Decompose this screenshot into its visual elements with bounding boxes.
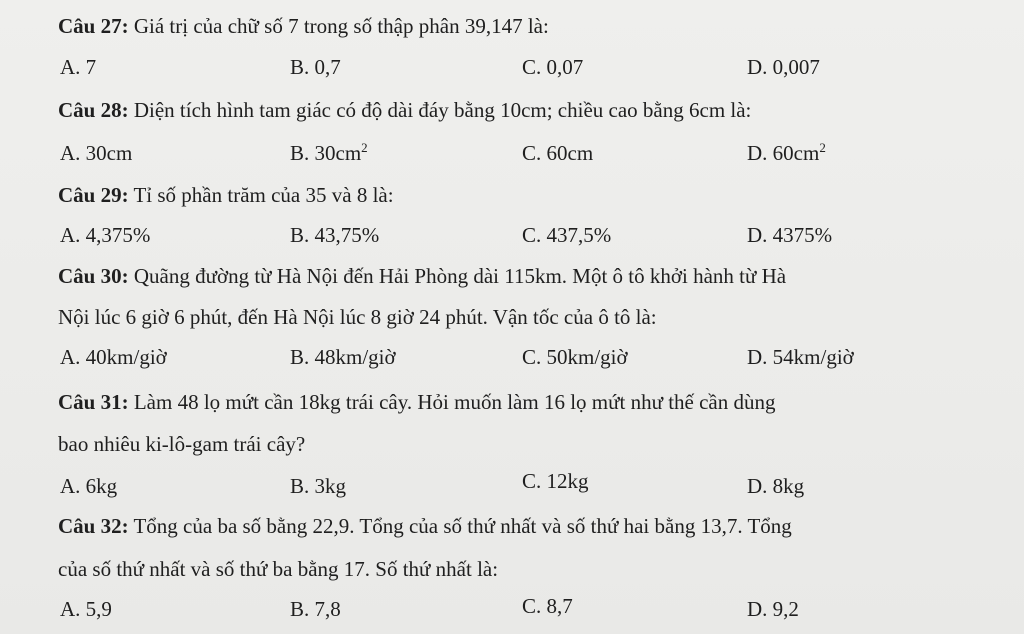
- question-30-options: [0, 345, 1024, 373]
- question-27-option-b[interactable]: B. 0,7: [290, 55, 341, 79]
- question-31-text-2: bao nhiêu ki-lô-gam trái cây?: [58, 432, 306, 456]
- question-27-text: Giá trị của chữ số 7 trong số thập phân 39,147 là:: [133, 14, 549, 38]
- question-28-option-a[interactable]: A. 30cm: [60, 141, 133, 165]
- question-29-option-d[interactable]: D. 4375%: [747, 223, 833, 247]
- question-32-label: Câu 32:: [58, 514, 129, 538]
- question-27-line-1: [58, 13, 549, 39]
- question-32-options: [0, 594, 1024, 625]
- question-29-label: Câu 29:: [58, 183, 129, 207]
- question-32-option-b[interactable]: B. 7,8: [290, 597, 341, 621]
- question-31-text-1: Làm 48 lọ mứt cần 18kg trái cây. Hỏi muốn làm 16 lọ mứt như thế cần dùng: [133, 390, 776, 414]
- question-32-option-d[interactable]: D. 9,2: [747, 597, 799, 621]
- question-29-option-b[interactable]: B. 43,75%: [290, 223, 380, 247]
- question-28-text: Diện tích hình tam giác có độ dài đáy bằng 10cm; chiều cao bằng 6cm là:: [133, 98, 752, 122]
- question-31-options: [0, 469, 1024, 502]
- question-31-option-c[interactable]: C. 12kg: [522, 469, 589, 493]
- question-32-line-1: [58, 513, 792, 539]
- question-28-line-1: [58, 97, 751, 123]
- question-32-text-2: của số thứ nhất và số thứ ba bằng 17. Số thứ nhất là:: [58, 557, 499, 581]
- question-32-line-2: [58, 556, 498, 582]
- question-30-option-c[interactable]: C. 50km/giờ: [522, 345, 628, 369]
- question-31-option-d[interactable]: D. 8kg: [747, 474, 805, 498]
- question-29-option-a[interactable]: A. 4,375%: [60, 223, 151, 247]
- question-30-option-b[interactable]: B. 48km/giờ: [290, 345, 396, 369]
- question-32-option-a[interactable]: A. 5,9: [60, 597, 112, 621]
- question-27-option-a[interactable]: A. 7: [60, 55, 97, 79]
- question-30-line-1: [58, 263, 786, 289]
- question-29-option-c[interactable]: C. 437,5%: [522, 223, 612, 247]
- question-31-line-2: [58, 431, 305, 457]
- question-31-line-1: [58, 389, 776, 415]
- question-32-text-1: Tổng của ba số bằng 22,9. Tổng của số thứ nhất và số thứ hai bằng 13,7. Tổng: [133, 514, 792, 538]
- question-28-option-d-superscript: 2: [819, 140, 826, 155]
- question-30-text-2: Nội lúc 6 giờ 6 phút, đến Hà Nội lúc 8 giờ 24 phút. Vận tốc của ô tô là:: [58, 305, 657, 329]
- question-30-text-1: Quãng đường từ Hà Nội đến Hải Phòng dài 115km. Một ô tô khởi hành từ Hà: [133, 264, 787, 288]
- question-29-line-1: [58, 182, 394, 208]
- question-30-option-d[interactable]: D. 54km/giờ: [747, 345, 854, 369]
- question-27-option-d[interactable]: D. 0,007: [747, 55, 820, 79]
- question-31-option-b[interactable]: B. 3kg: [290, 474, 347, 498]
- question-27-label: Câu 27:: [58, 14, 129, 38]
- question-28-option-c[interactable]: C. 60cm: [522, 141, 594, 165]
- question-29-text: Tỉ số phần trăm của 35 và 8 là:: [133, 183, 394, 207]
- question-30-option-a[interactable]: A. 40km/giờ: [60, 345, 167, 369]
- question-28-option-b[interactable]: B. $30cm^2$: [290, 140, 368, 165]
- question-28-options: [0, 141, 1024, 169]
- question-30-label: Câu 30:: [58, 264, 129, 288]
- question-28-label: Câu 28:: [58, 98, 129, 122]
- question-31-option-a[interactable]: A. 6kg: [60, 474, 118, 498]
- question-30-line-2: [58, 304, 657, 330]
- question-28-option-d[interactable]: D. $60cm^2$: [747, 140, 826, 165]
- question-28-option-b-superscript: 2: [361, 140, 368, 155]
- question-27-option-c[interactable]: C. 0,07: [522, 55, 584, 79]
- question-32-option-c[interactable]: C. 8,7: [522, 594, 573, 618]
- question-31-label: Câu 31:: [58, 390, 129, 414]
- question-29-options: [0, 223, 1024, 251]
- question-27-options: [0, 55, 1024, 83]
